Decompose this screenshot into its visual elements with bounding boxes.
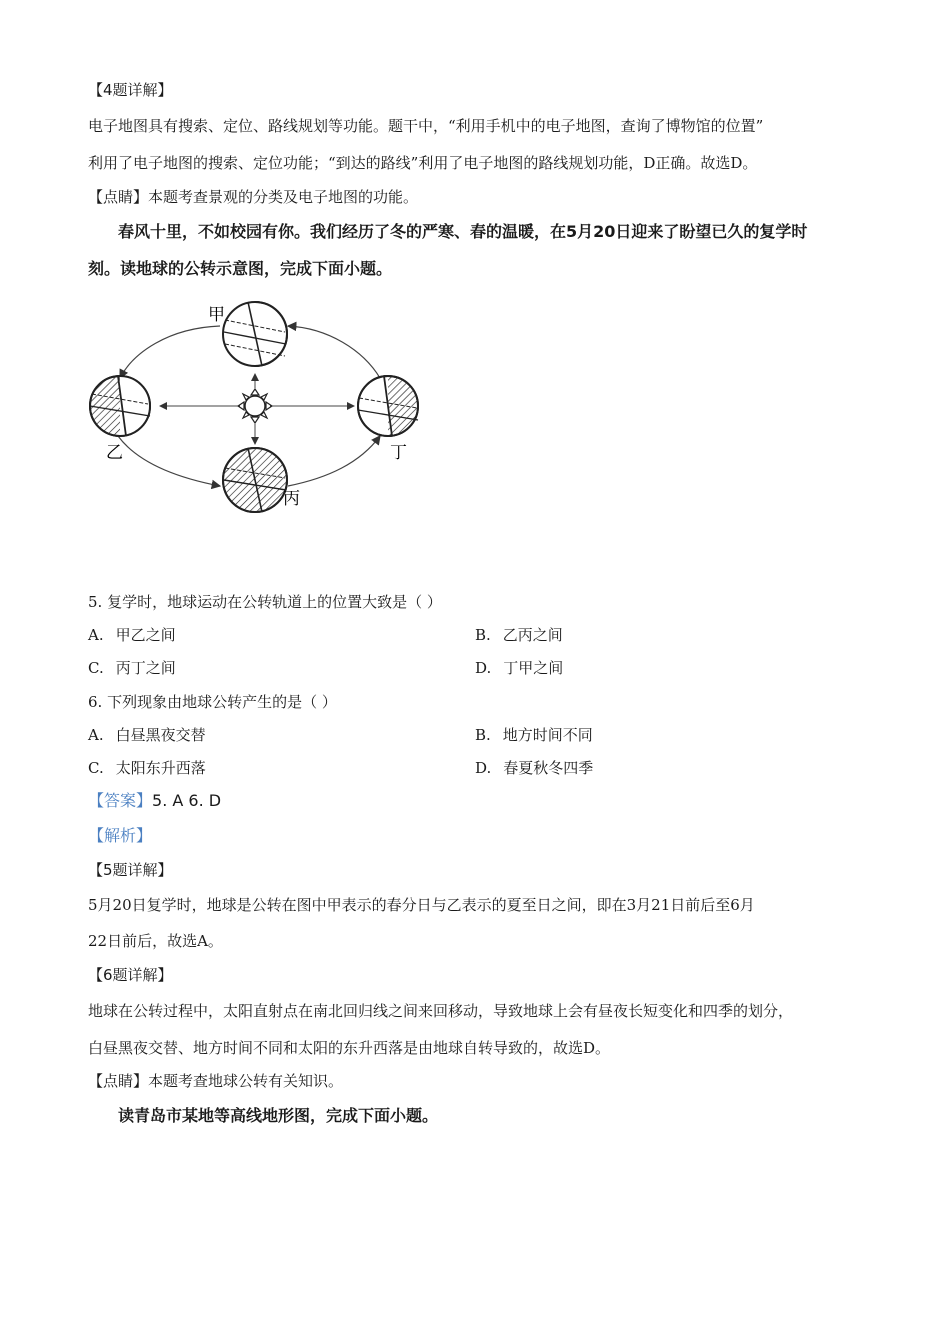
label-ding: 丁 bbox=[390, 443, 407, 463]
stem-line2: 刻。读地球的公转示意图，完成下面小题。 bbox=[88, 259, 393, 278]
label-yi: 乙 bbox=[106, 443, 123, 463]
q6-tip: 【点睛】本题考查地球公转有关知识。 bbox=[88, 1072, 344, 1090]
q5-explanation-line2: 22日前后，故选A。 bbox=[88, 932, 223, 950]
q6-option-c[interactable] bbox=[88, 758, 206, 778]
q5-option-d[interactable] bbox=[475, 658, 563, 678]
q6-explanation-line1: 地球在公转过程中，太阳直射点在南北回归线之间来回移动，导致地球上会有昼夜长短变化和四季的划分， bbox=[88, 1002, 794, 1020]
q6-option-b-label: B. bbox=[475, 726, 491, 744]
earth-revolution-diagram bbox=[88, 298, 428, 516]
q4-explanation-line2: 利用了电子地图的搜索、定位功能；“到达的路线”利用了电子地图的路线规划功能，D正确。故选D。 bbox=[88, 154, 758, 172]
q6-heading: 【6题详解】 bbox=[88, 966, 173, 984]
q6-option-c-text: 太阳东升西落 bbox=[115, 759, 206, 777]
q4-heading: 【4题详解】 bbox=[88, 81, 173, 99]
q6-option-d[interactable] bbox=[475, 758, 593, 778]
q4-explanation-line1: 电子地图具有搜索、定位、路线规划等功能。题干中，“利用手机中的电子地图，查询了博物馆的位置” bbox=[88, 117, 764, 135]
q6-option-a-label: A. bbox=[88, 726, 104, 744]
q5-option-a-text: 甲乙之间 bbox=[115, 626, 176, 644]
q6-option-d-text: 春夏秋冬四季 bbox=[503, 759, 594, 777]
q5-option-d-label: D. bbox=[475, 659, 492, 677]
next-stem: 读青岛市某地等高线地形图，完成下面小题。 bbox=[118, 1106, 439, 1125]
q5-option-b-label: B. bbox=[475, 626, 491, 644]
q5-explanation-line1: 5月20日复学时，地球是公转在图中甲表示的春分日与乙表示的夏至日之间，即在3月21日前后至6月 bbox=[88, 896, 755, 914]
q6-option-a-text: 白昼黑夜交替 bbox=[115, 726, 206, 744]
q4-tip: 【点睛】本题考查景观的分类及电子地图的功能。 bbox=[88, 188, 419, 206]
sun-icon bbox=[238, 389, 272, 423]
q5-option-c[interactable] bbox=[88, 658, 176, 678]
orbit-arc-bing-ding bbox=[288, 436, 380, 486]
orbit-arc-jia-yi bbox=[120, 326, 220, 378]
q6-option-d-label: D. bbox=[475, 759, 492, 777]
q5-option-a[interactable] bbox=[88, 625, 176, 645]
q5-option-b-text: 乙丙之间 bbox=[502, 626, 563, 644]
q5-option-b[interactable] bbox=[475, 625, 563, 645]
earth-ding bbox=[358, 376, 418, 436]
answer-line bbox=[88, 791, 221, 811]
q6-option-b-text: 地方时间不同 bbox=[502, 726, 593, 744]
orbit-arc-yi-bing bbox=[118, 436, 220, 486]
earth-yi bbox=[90, 376, 150, 436]
label-bing: 丙 bbox=[283, 489, 300, 509]
analysis-tag: 【解析】 bbox=[88, 826, 153, 845]
q5-heading: 【5题详解】 bbox=[88, 861, 173, 879]
q5-option-c-text: 丙丁之间 bbox=[115, 659, 176, 677]
q5-option-a-label: A. bbox=[88, 626, 104, 644]
q6-option-c-label: C. bbox=[88, 759, 104, 777]
orbit-arc-ding-jia bbox=[288, 326, 380, 378]
q6-option-b[interactable] bbox=[475, 725, 593, 745]
answer-tag: 【答案】 bbox=[88, 791, 153, 810]
q6-stem: 6. 下列现象由地球公转产生的是（ ） bbox=[88, 693, 337, 711]
q5-option-d-text: 丁甲之间 bbox=[503, 659, 564, 677]
q6-explanation-line2: 白昼黑夜交替、地方时间不同和太阳的东升西落是由地球自转导致的，故选D。 bbox=[88, 1039, 611, 1057]
stem-line1: 春风十里，不如校园有你。我们经历了冬的严寒、春的温暖，在5月20日迎来了盼望已久的复学时 bbox=[118, 222, 808, 241]
q5-stem: 5. 复学时，地球运动在公转轨道上的位置大致是（ ） bbox=[88, 593, 442, 611]
earth-jia bbox=[223, 302, 287, 366]
label-jia: 甲 bbox=[208, 305, 225, 325]
q5-option-c-label: C. bbox=[88, 659, 104, 677]
answer-text: 5. A 6. D bbox=[152, 791, 222, 810]
earth-bing bbox=[223, 448, 287, 512]
q6-option-a[interactable] bbox=[88, 725, 206, 745]
